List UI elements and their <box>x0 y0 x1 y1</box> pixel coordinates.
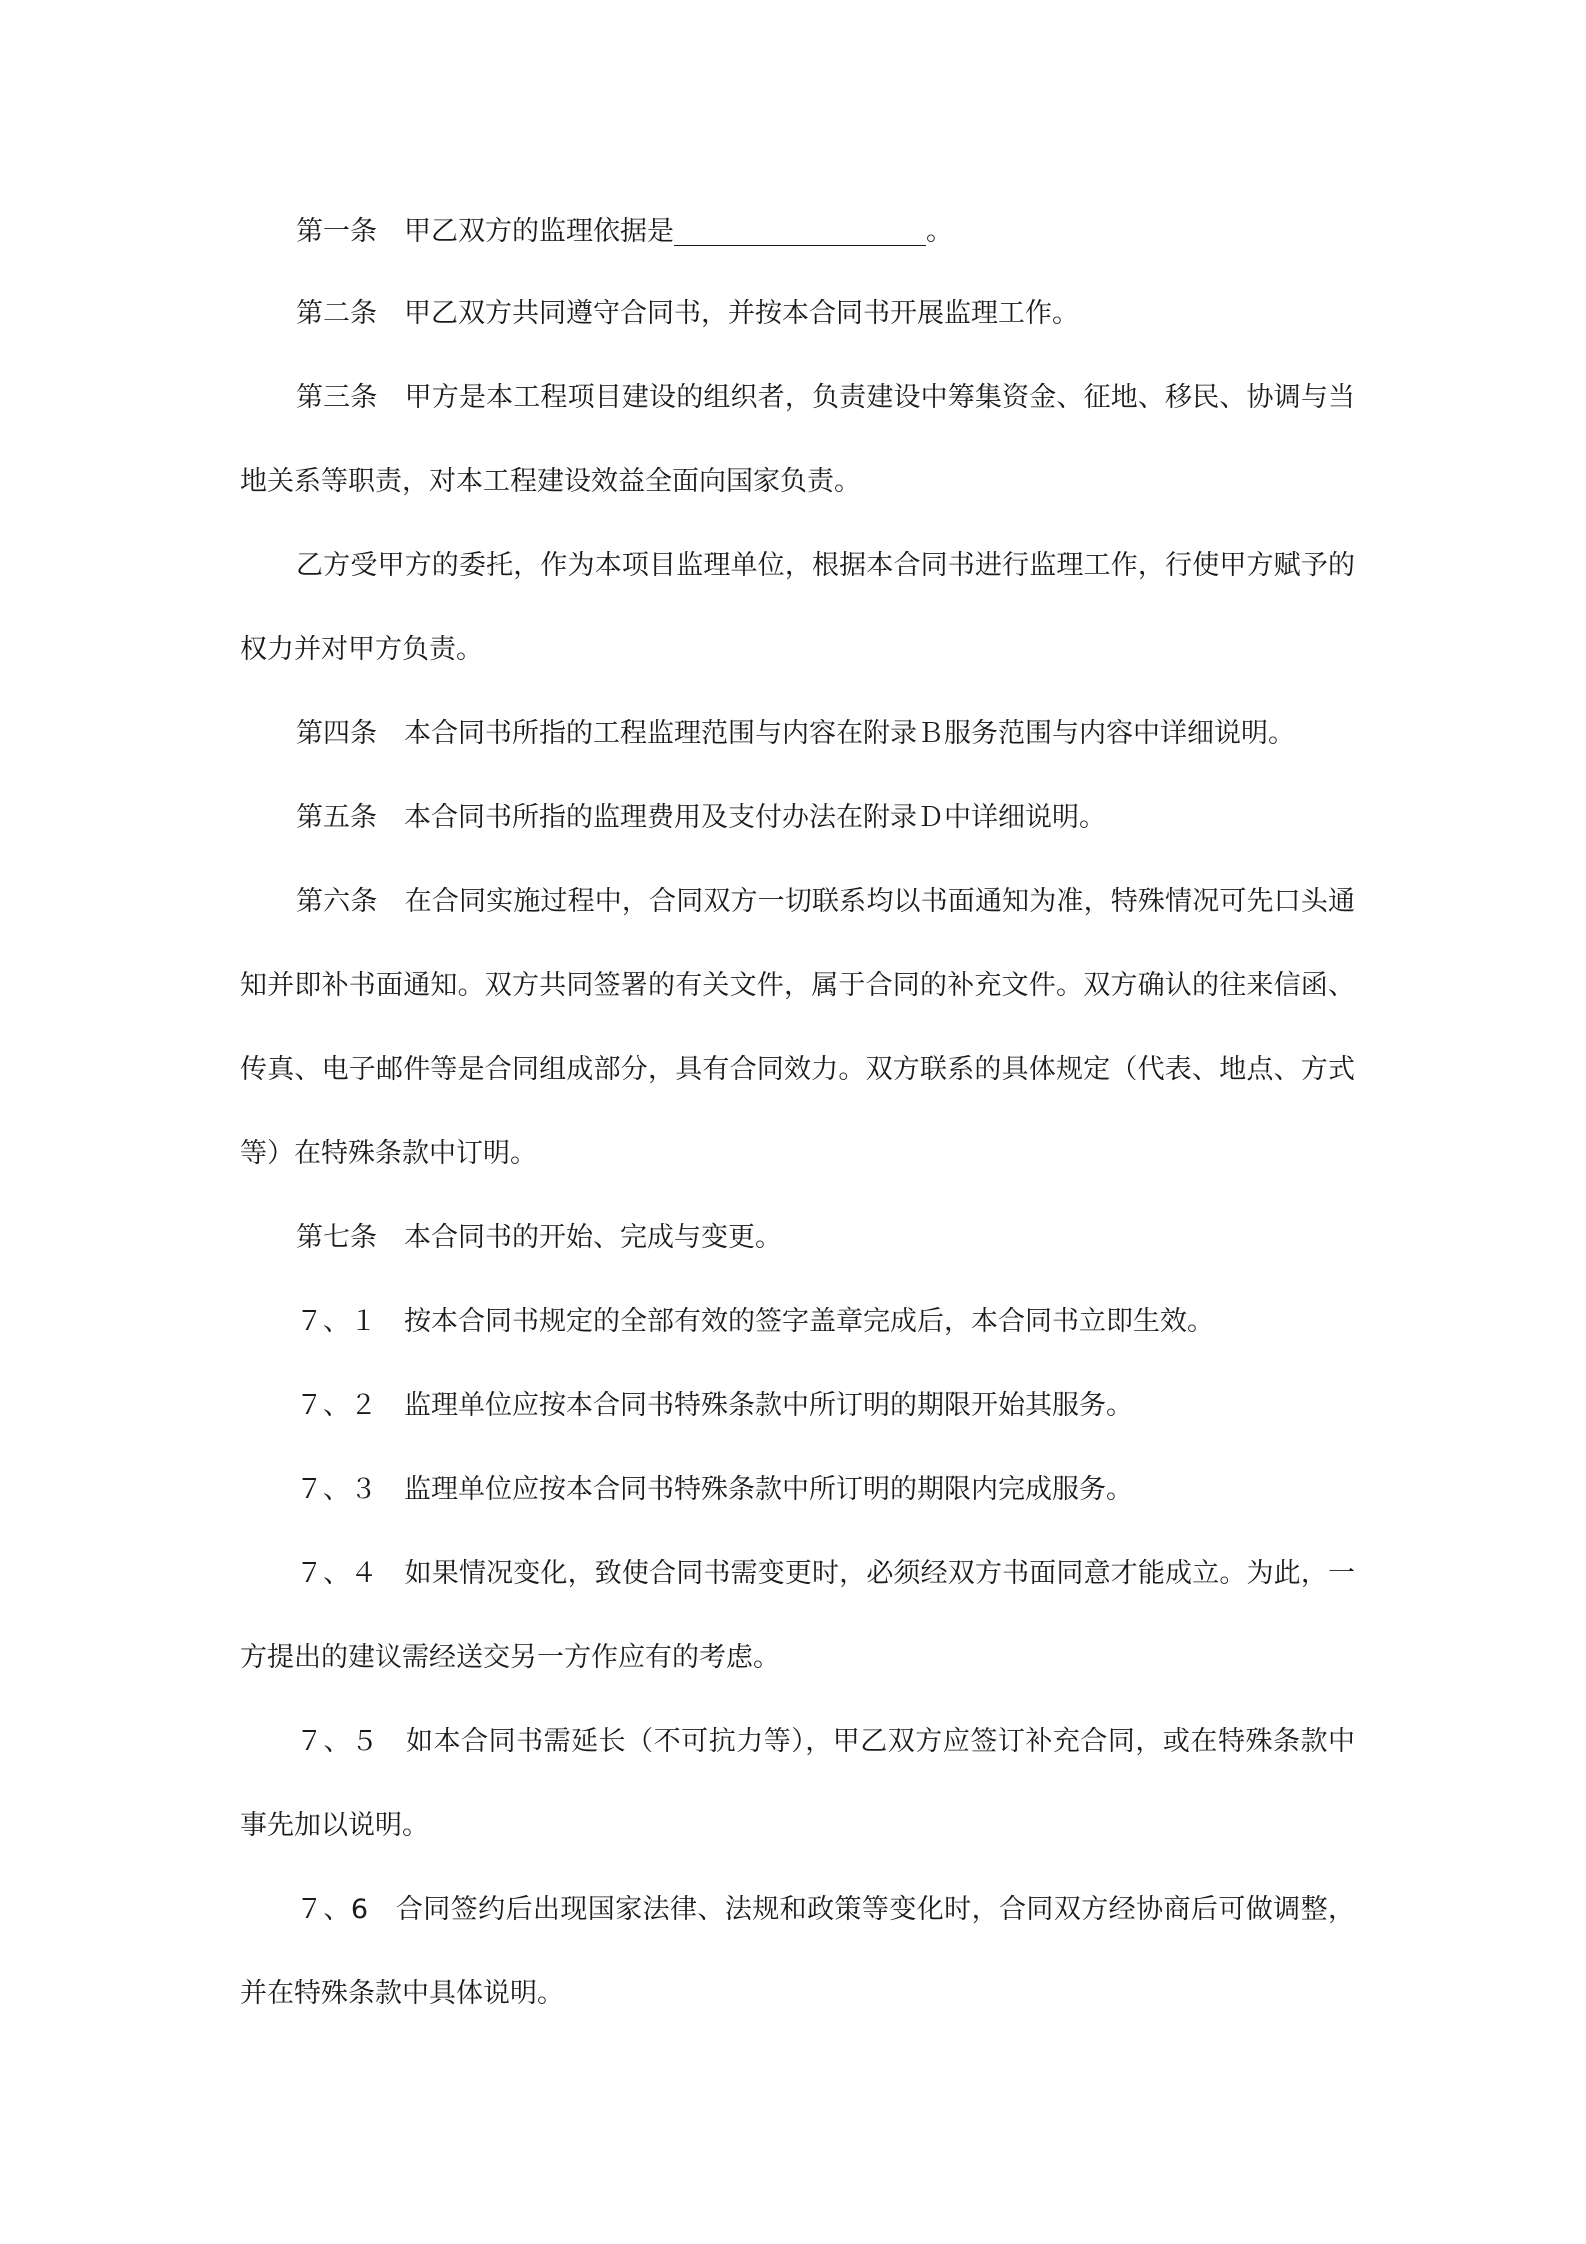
article-3-paragraph-2: 乙方受甲方的委托，作为本项目监理单位，根据本合同书进行监理工作，行使甲方赋予的权力并对甲方负责。 <box>240 550 1355 665</box>
clause-7-3: ７、３ 监理单位应按本合同书特殊条款中所订明的期限内完成服务。 <box>296 1474 1133 1505</box>
article-1-text: 第一条 甲乙双方的监理依据是 <box>296 216 674 247</box>
clause-7-2: ７、２ 监理单位应按本合同书特殊条款中所订明的期限开始其服务。 <box>296 1390 1133 1421</box>
article-1-end: 。 <box>926 216 953 247</box>
article-2: 第二条 甲乙双方共同遵守合同书，并按本合同书开展监理工作。 <box>296 298 1079 329</box>
fill-in-blank <box>674 217 926 246</box>
clause-7-4: ７、４ 如果情况变化，致使合同书需变更时，必须经双方书面同意才能成立。为此，一方提出的建议需经送交另一方作应有的考虑。 <box>240 1558 1355 1673</box>
clause-7-5: ７、５ 如本合同书需延长（不可抗力等），甲乙双方应签订补充合同，或在特殊条款中事先加以说明。 <box>240 1726 1355 1841</box>
article-4: 第四条 本合同书所指的工程监理范围与内容在附录Ｂ服务范围与内容中详细说明。 <box>296 718 1295 749</box>
article-5: 第五条 本合同书所指的监理费用及支付办法在附录Ｄ中详细说明。 <box>296 802 1106 833</box>
article-3: 第三条 甲方是本工程项目建设的组织者，负责建设中筹集资金、征地、移民、协调与当地关系等职责，对本工程建设效益全面向国家负责。 <box>240 382 1355 497</box>
clause-7-1: ７、１ 按本合同书规定的全部有效的签字盖章完成后，本合同书立即生效。 <box>296 1306 1214 1337</box>
article-7: 第七条 本合同书的开始、完成与变更。 <box>296 1222 782 1253</box>
article-1 <box>240 190 1355 274</box>
clause-7-6: ７、6 合同签约后出现国家法律、法规和政策等变化时，合同双方经协商后可做调整，并在特殊条款中具体说明。 <box>240 1894 1355 2009</box>
article-6: 第六条 在合同实施过程中，合同双方一切联系均以书面通知为准，特殊情况可先口头通知并即补书面通知。双方共同签署的有关文件，属于合同的补充文件。双方确认的往来信函、传真、电子邮件等是合同组成部分，具有合同效力。双方联系的具体规定（代表、地点、方式等）在特殊条款中订明。 <box>240 886 1355 1169</box>
